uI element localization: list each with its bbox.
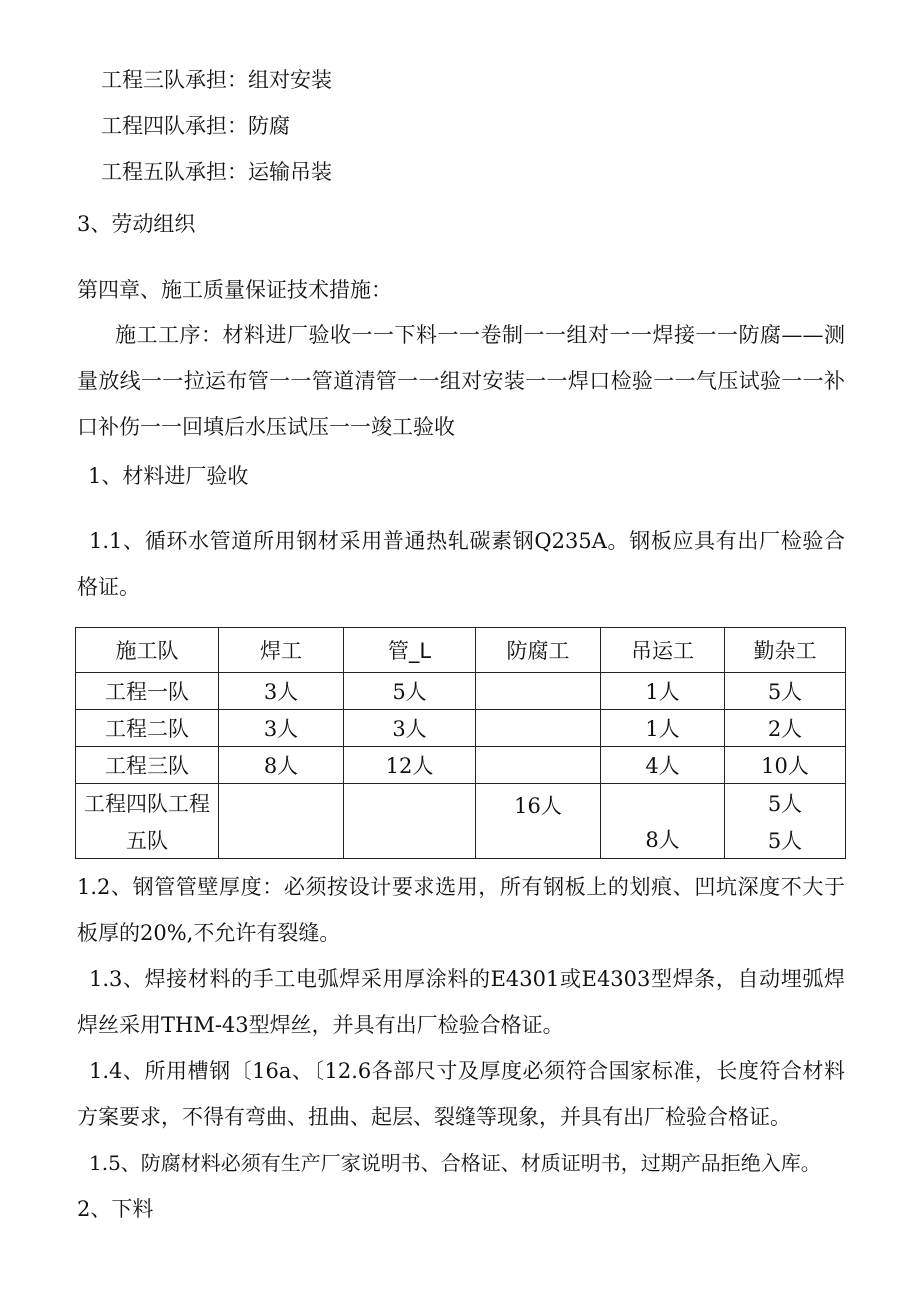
misc-count-b: 5人 [767,828,803,853]
process-paragraph: 施工工序：材料进厂验收一一下料一一卷制一一组对一一焊接一一防腐——测量放线一一拉运布管一一管道清管一一组对安装一一焊口检验一一气压试验一一补口补伤一一回填后水压试压一一竣工验收 [77,323,845,439]
header-hoisting: 吊运工 [601,628,725,673]
team3-line: 工程三队承担：组对安装 [101,68,332,92]
item-1-1: 1.1、循环水管道所用钢材采用普通热轧碳素钢Q235A。钢板应具有出厂检验合格证。 [77,529,845,599]
table-header-row [76,628,846,673]
header-pipefitter: 管_L [344,628,476,673]
cell-misc: 2人 [725,710,846,747]
cell-anticorrosion [476,747,601,784]
cell-welder: 3人 [219,673,344,710]
header-misc: 勤杂工 [725,628,846,673]
table-row [76,747,846,784]
chapter-heading: 第四章、施工质量保证技术措施： [77,278,392,302]
header-anticorrosion: 防腐工 [476,628,601,673]
section-material-check: 1、材料进厂验收 [88,464,249,488]
cell-hoisting: 1人 [601,710,725,747]
table-row [76,673,846,710]
cell-welder: 3人 [219,710,344,747]
cell-welder [219,784,344,859]
cell-misc: 10人 [725,747,846,784]
cell-misc [725,784,846,859]
cell-pipefitter: 12人 [344,747,476,784]
table-row-merged [76,784,846,859]
row-team-merged [76,784,219,859]
item-1-5: 1.5、防腐材料必须有生产厂家说明书、合格证、材质证明书，过期产品拒绝入库。 [89,1151,821,1175]
crew-table [75,627,846,859]
item-1-3: 1.3、焊接材料的手工电弧焊采用厚涂料的E4301或E4303型焊条，自动埋弧焊焊丝采用THM-43型焊丝，并具有出厂检验合格证。 [77,967,845,1037]
team5-line: 工程五队承担：运输吊装 [101,160,332,184]
team-b-label: 五队 [126,828,168,853]
cell-hoisting [601,784,725,859]
hoisting-count: 8人 [645,828,680,852]
cell-anticorrosion [476,710,601,747]
item-1-2: 1.2、钢管管壁厚度：必须按设计要求选用，所有钢板上的划痕、凹坑深度不大于板厚的20%,不允许有裂缝。 [77,875,845,945]
row-team: 工程二队 [76,710,219,747]
anticorrosion-count: 16人 [514,794,562,818]
cell-anticorrosion [476,784,601,859]
header-team: 施工队 [76,628,219,673]
header-welder: 焊工 [219,628,344,673]
team-a-label: 工程四队工程 [84,791,210,816]
cell-pipefitter: 3人 [344,710,476,747]
cell-anticorrosion [476,673,601,710]
cell-hoisting: 1人 [601,673,725,710]
cell-welder: 8人 [219,747,344,784]
cell-pipefitter [344,784,476,859]
cell-hoisting: 4人 [601,747,725,784]
section-labor-org: 3、劳动组织 [77,212,196,236]
item-1-4: 1.4、所用槽钢〔16a、〔12.6各部尺寸及厚度必须符合国家标准，长度符合材料方案要求，不得有弯曲、扭曲、起层、裂缝等现象，并具有出厂检验合格证。 [77,1059,845,1129]
table-row [76,710,846,747]
row-team: 工程三队 [76,747,219,784]
cell-misc: 5人 [725,673,846,710]
team4-line: 工程四队承担：防腐 [101,114,290,138]
row-team: 工程一队 [76,673,219,710]
misc-count-a: 5人 [767,791,803,816]
cell-pipefitter: 5人 [344,673,476,710]
section-cutting: 2、下料 [77,1197,154,1221]
